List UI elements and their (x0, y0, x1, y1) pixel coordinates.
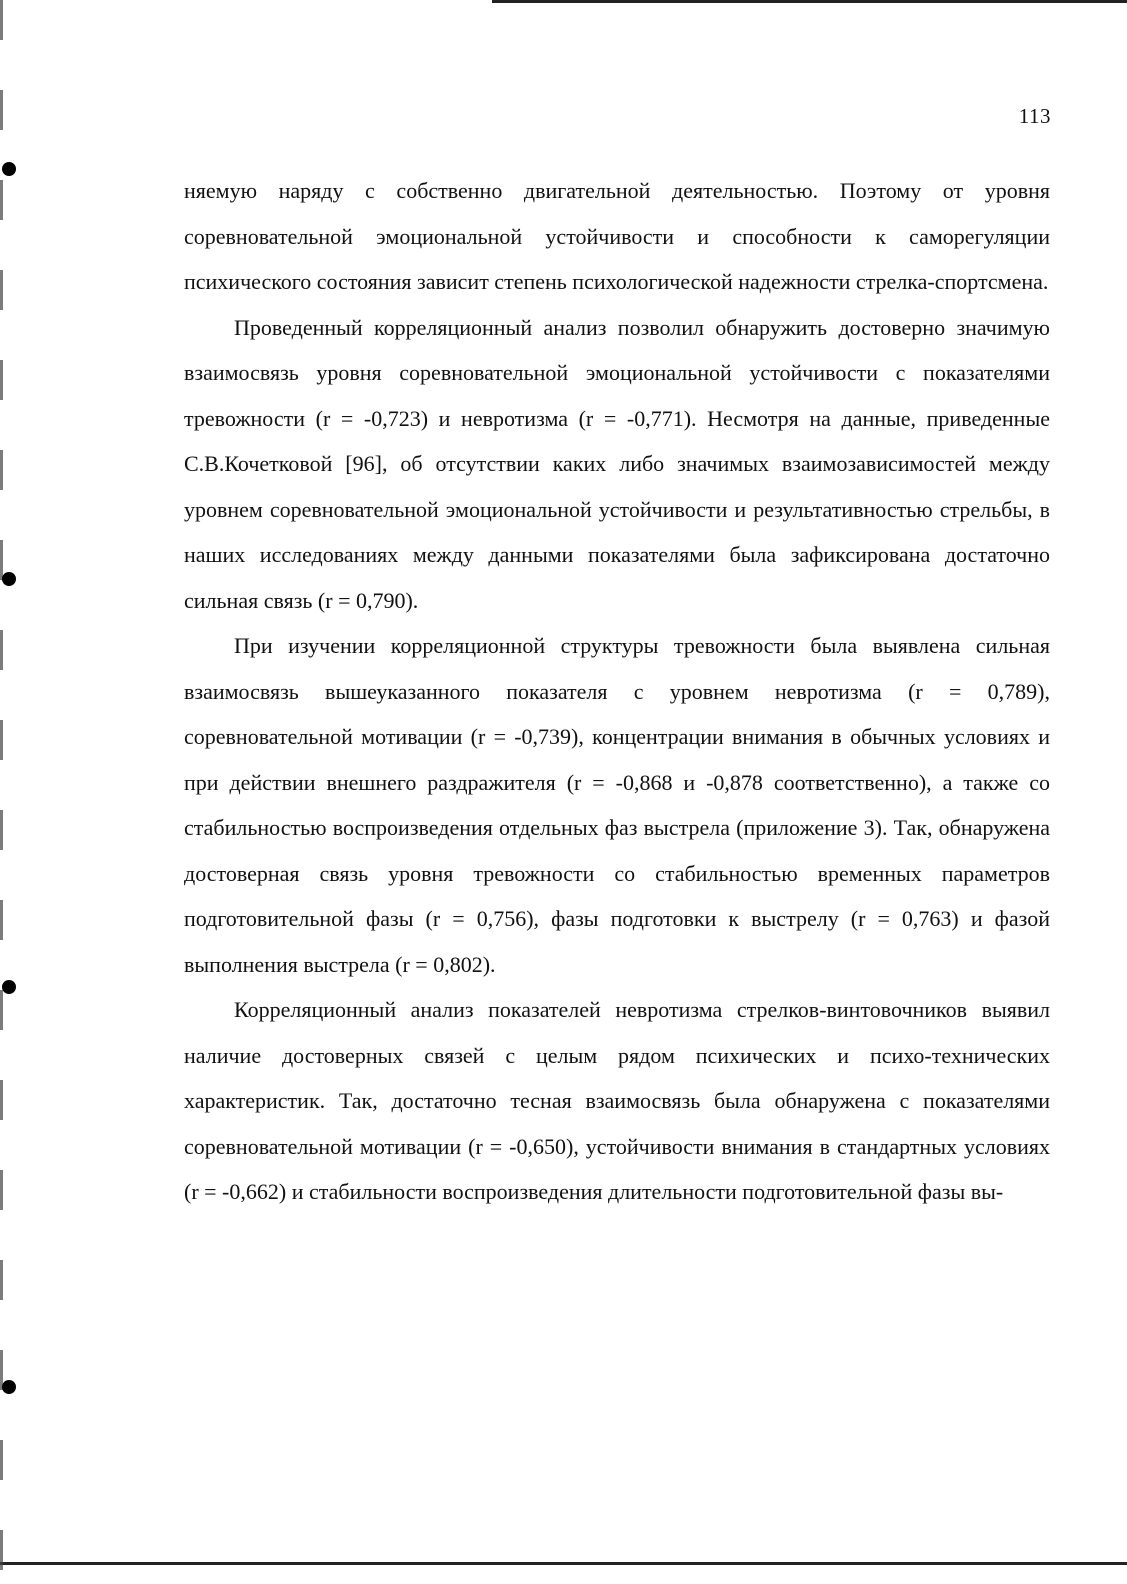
punch-hole-mark (2, 980, 16, 994)
punch-hole-mark (2, 572, 16, 586)
paragraph: няемую наряду с собственно двигательной деятельностью. Поэтому от уровня соревновательной эмоциональной устойчивости и способности к саморегуляции психического состояния зависит степень психологической надежности стрелка-спортсмена. (184, 178, 1050, 294)
document-body (184, 168, 1050, 1215)
paragraph: При изучении корреляционной структуры тревожности была выявлена сильная взаимосвязь вышеуказанного показателя с уровнем невротизма (r = 0,789), соревновательной мотивации (r = -0,739), концентрации внимания в обычных условиях и при действии внешнего раздражителя (r = -0,868 и -0,878 соответственно), а также со стабильностью воспроизведения отдельных фаз выстрела (приложение 3). Так, обнаружена достоверная связь уровня тревожности со стабильностью временных параметров подготовительной фазы (r = 0,756), фазы подготовки к выстрелу (r = 0,763) и фазой выполнения выстрела (r = 0,802). (184, 633, 1050, 977)
scan-left-edge (0, 0, 3, 1584)
scan-top-border (492, 0, 1127, 3)
scan-bottom-border (0, 1562, 1127, 1565)
paragraph: Проведенный корреляционный анализ позволил обнаружить достоверно значимую взаимосвязь уровня соревновательной эмоциональной устойчивости с показателями тревожности (r = -0,723) и невротизма (r = -0,771). Несмотря на данные, приведенные С.В.Кочетковой [96], об отсутствии каких либо значимых взаимозависимостей между уровнем соревновательной эмоциональной устойчивости и результативностью стрельбы, в наших исследованиях между данными показателями была зафиксирована достаточно сильная связь (r = 0,790). (184, 314, 1050, 613)
punch-hole-mark (2, 1380, 16, 1394)
page-number: 113 (1018, 104, 1051, 128)
paragraph: Корреляционный анализ показателей невротизма стрелков-винтовочников выявил наличие достоверных связей с целым рядом психических и психо-технических характеристик. Так, достаточно тесная взаимосвязь была обнаружена с показателями соревновательной мотивации (r = -0,650), устойчивости внимания в стандартных условиях (r = -0,662) и стабильности воспроизведения длительности подготовительной фазы вы- (184, 997, 1050, 1204)
punch-hole-mark (2, 162, 16, 176)
